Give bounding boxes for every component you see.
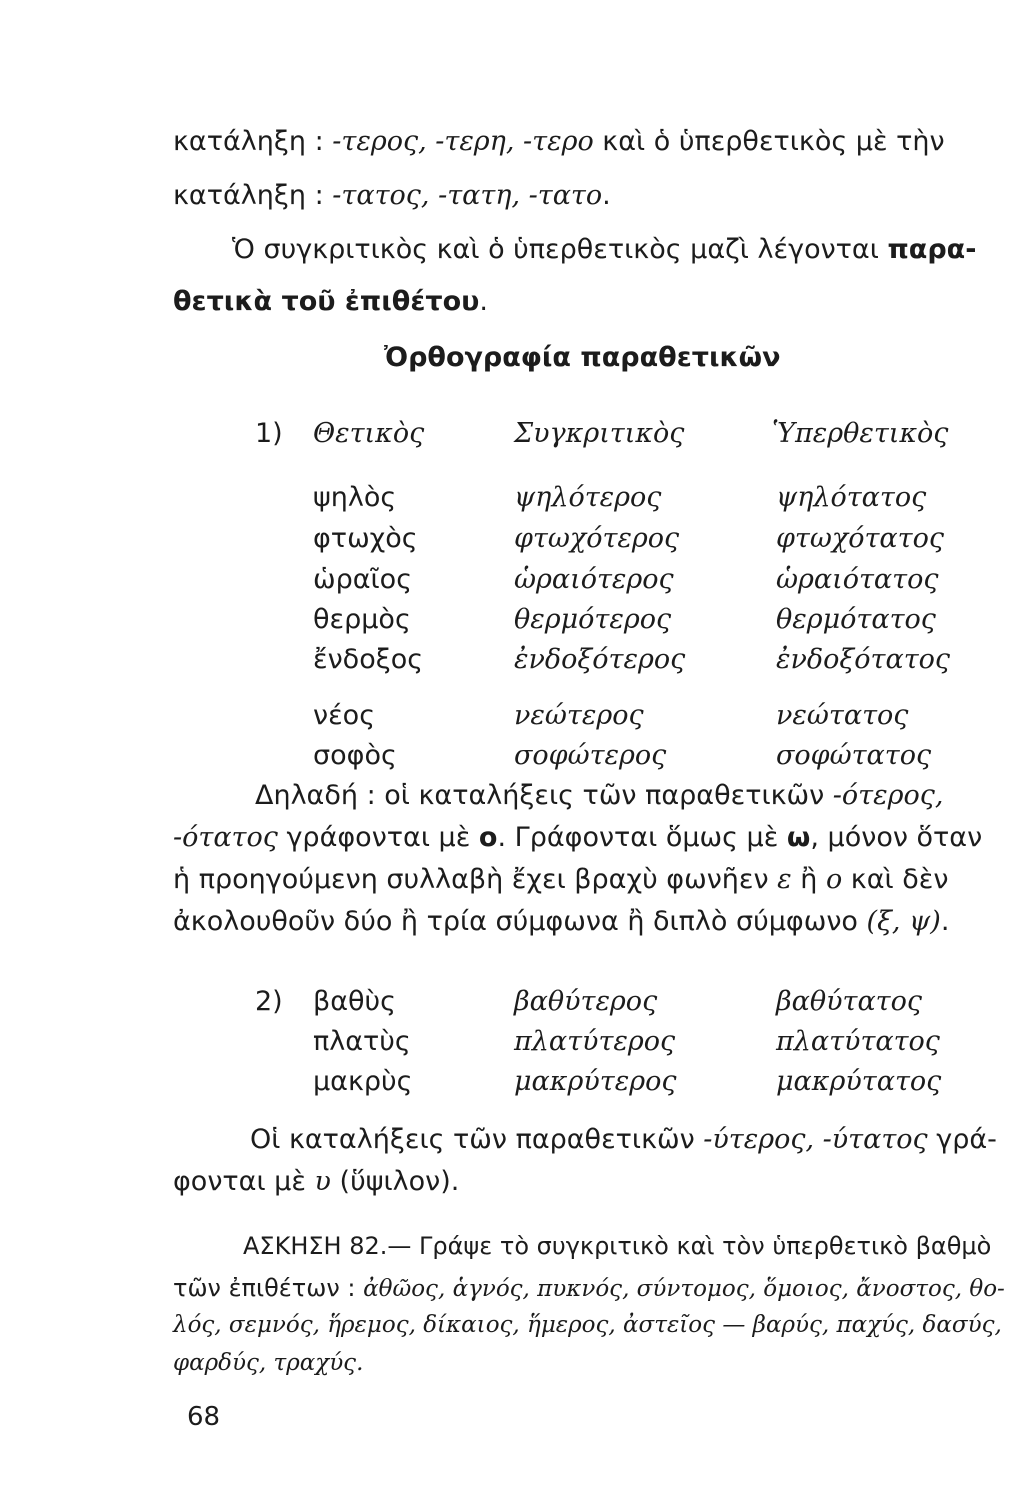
text: φονται μὲ: [173, 1166, 315, 1197]
text: καὶ δὲν: [842, 864, 949, 895]
cell: ἐνδοξότατος: [776, 644, 951, 675]
text: Οἱ καταλήξεις τῶν παραθετικῶν: [250, 1124, 704, 1155]
text: , μόνον ὅταν: [810, 822, 983, 853]
section-number: 2): [255, 986, 283, 1017]
letter: ο: [825, 864, 843, 895]
text: .: [479, 286, 488, 317]
cell: σοφώτατος: [776, 740, 932, 771]
cell: θερμότερος: [514, 604, 672, 635]
section-number: 1): [255, 418, 283, 449]
text: καὶ ὁ ὑπερθετικὸς μὲ τὴν: [593, 126, 945, 157]
cell: πλατὺς: [313, 1026, 411, 1057]
letter-upsilon: υ: [314, 1166, 331, 1197]
letter-omega: ω: [786, 822, 811, 853]
text: Ὁ συγκριτικὸς καὶ ὁ ὑπερθετικὸς μαζὶ λέγονται: [232, 234, 888, 265]
text: κατάληξη :: [173, 180, 333, 211]
text: ἢ: [791, 864, 826, 895]
cell: βαθύτερος: [514, 986, 658, 1017]
cell: μακρὺς: [313, 1066, 413, 1097]
cell: νεώτατος: [776, 700, 909, 731]
cell: ψηλότατος: [776, 482, 927, 513]
cell: βαθὺς: [313, 986, 397, 1017]
comparative-endings: -τερος, -τερη, -τερο: [332, 126, 594, 157]
cell: πλατύτατος: [776, 1026, 940, 1057]
cell: νέος: [313, 700, 376, 731]
cell: σοφὸς: [313, 740, 397, 771]
text: γρά-: [927, 1124, 997, 1155]
text: τῶν ἐπιθέτων :: [173, 1274, 364, 1302]
cell: ἐνδοξότερος: [514, 644, 686, 675]
rule1-line-1: [255, 780, 1025, 812]
page-number: 68: [187, 1402, 221, 1432]
cell: σοφώτερος: [514, 740, 667, 771]
cell: ψηλὸς: [313, 482, 397, 513]
cell: φτωχότερος: [514, 523, 680, 554]
header-comparative: Συγκριτικὸς: [514, 418, 685, 449]
text: (ὕψιλον).: [330, 1166, 460, 1197]
text: .: [602, 180, 611, 211]
intro-line-3: [232, 234, 1022, 266]
adjective-list: ἀθῶος, ἁγνός, πυκνός, σύντομος, ὅμοιος, ἄνοστος, θο-: [363, 1276, 1005, 1302]
intro-line-1: [173, 126, 1023, 158]
letters: (ξ, ψ): [866, 906, 941, 937]
rule1-line-4: [173, 906, 1023, 938]
rule1-line-2: [173, 822, 1023, 854]
text: ἡ προηγούμενη συλλαβὴ ἔχει βραχὺ φωνῆεν: [173, 864, 778, 895]
exercise-line-1: ΑΣΚΗΣΗ 82.— Γράψε τὸ συγκριτικὸ καὶ τὸν ὑπερθετικὸ βαθμὸ: [243, 1232, 992, 1260]
ending: -ότατος: [173, 822, 278, 853]
cell: φτωχότατος: [776, 523, 944, 554]
ending: -ότερος,: [832, 780, 944, 811]
letter: ε: [777, 864, 792, 895]
cell: ὡραιότατος: [776, 564, 939, 595]
cell: θερμὸς: [313, 604, 411, 635]
cell: νεώτερος: [514, 700, 644, 731]
rule1-line-3: [173, 864, 1023, 896]
letter-omicron: ο: [478, 822, 498, 853]
cell: μακρύτατος: [776, 1066, 942, 1097]
cell: βαθύτατος: [776, 986, 922, 1017]
bold-term: θετικὰ τοῦ ἐπιθέτου: [173, 286, 480, 317]
ending: -ύτερος, -ύτατος: [703, 1124, 928, 1155]
rule2-line-2: [173, 1166, 1023, 1198]
cell: πλατύτερος: [514, 1026, 676, 1057]
intro-line-4: [173, 286, 1023, 318]
cell: ὡραῖος: [313, 564, 413, 595]
cell: θερμότατος: [776, 604, 936, 635]
cell: ὡραιότερος: [514, 564, 674, 595]
bold-term: παρα-: [887, 234, 977, 265]
text: Δηλαδή : οἱ καταλήξεις τῶν παραθετικῶν: [255, 780, 833, 811]
exercise-line-3: λός, σεμνός, ἥρεμος, δίκαιος, ἥμερος, ἀστεῖος — βαρύς, παχύς, δασύς,: [173, 1312, 1002, 1338]
header-superlative: Ὑπερθετικὸς: [772, 418, 949, 449]
text: γράφονται μὲ: [277, 822, 479, 853]
exercise-line-2: [173, 1272, 1023, 1304]
cell: ψηλότερος: [514, 482, 662, 513]
text: . Γράφονται ὅμως μὲ: [497, 822, 787, 853]
exercise-line-4: φαρδύς, τραχύς.: [173, 1350, 364, 1376]
cell: φτωχὸς: [313, 523, 418, 554]
section-heading: Ὀρθογραφία παραθετικῶν: [384, 342, 781, 373]
text: κατάληξη :: [173, 126, 333, 157]
rule2-line-1: [250, 1124, 1025, 1156]
header-positive: Θετικὸς: [313, 418, 425, 449]
text: .: [940, 906, 950, 937]
superlative-endings: -τατος, -τατη, -τατο: [332, 180, 603, 211]
text: ἀκολουθοῦν δύο ἢ τρία σύμφωνα ἢ διπλὸ σύμφωνο: [173, 906, 867, 937]
intro-line-2: [173, 180, 1023, 212]
cell: μακρύτερος: [514, 1066, 677, 1097]
cell: ἔνδοξος: [313, 644, 424, 675]
